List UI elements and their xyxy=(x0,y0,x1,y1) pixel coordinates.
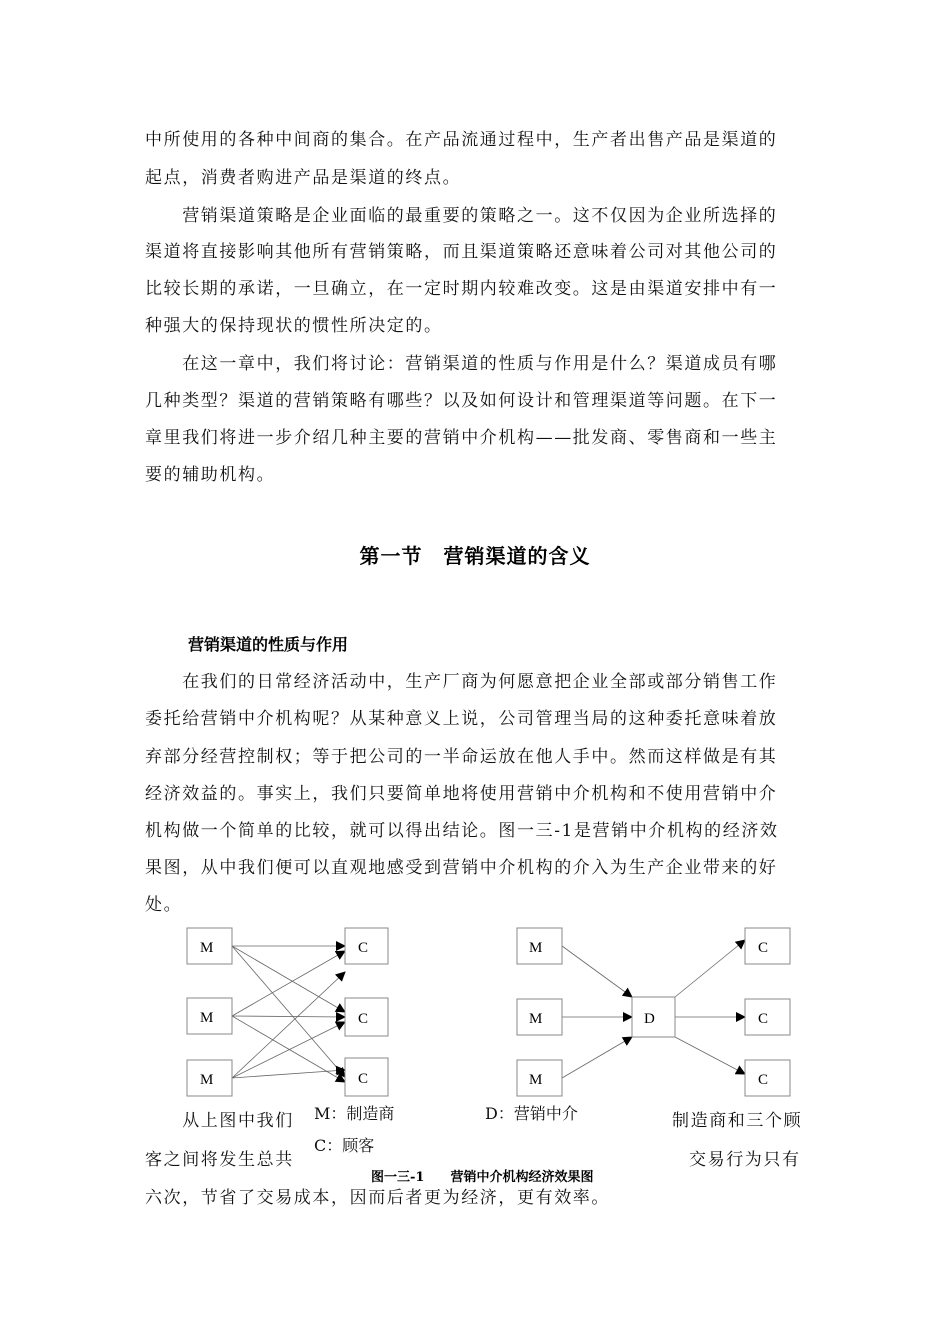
paragraph-line: 起点，消费者购进产品是渠道的终点。 xyxy=(145,168,462,188)
body-line: 果图，从中我们便可以直观地感受到营销中介机构的介入为生产企业带来的好 xyxy=(145,858,778,878)
subsection-heading: 营销渠道的性质与作用 xyxy=(188,635,349,654)
edge-m3-c3 xyxy=(232,1070,345,1078)
body-line: 机构做一个简单的比较，就可以得出结论。图一三-1是营销中介机构的经济效 xyxy=(145,821,779,841)
node-label: M xyxy=(200,1010,214,1026)
legend-customer: C：顾客 xyxy=(310,1133,378,1156)
edge-d-c1 xyxy=(675,940,745,997)
body-line: 客之间将发生总共 xyxy=(145,1150,294,1170)
node-label: M xyxy=(200,1072,214,1088)
edge-m2-c1 xyxy=(232,951,345,1016)
body-line: 从上图中我们 xyxy=(145,1111,294,1131)
direct-transaction-lines xyxy=(232,946,345,1082)
paragraph-line: 章里我们将进一步介绍几种主要的营销中介机构——批发商、零售商和一些主 xyxy=(145,428,778,448)
body-line: 制造商和三个顾 xyxy=(672,1111,803,1131)
section-heading: 第一节 营销渠道的含义 xyxy=(359,544,591,568)
edge-m3-c1 xyxy=(232,972,345,1078)
paragraph-line: 营销渠道策略是企业面临的最重要的策略之一。这不仅因为企业所选择的 xyxy=(145,206,778,226)
body-line: 弃部分经营控制权；等于把公司的一半命运放在他人手中。然而这样做是有其 xyxy=(145,747,778,767)
edge-m1-c2 xyxy=(232,946,345,1012)
edge-m2-c2 xyxy=(232,1016,345,1017)
node-label: C xyxy=(758,940,769,956)
edge-m1-c3 xyxy=(232,946,345,1077)
body-line: 委托给营销中介机构呢？从某种意义上说，公司管理当局的这种委托意味着放 xyxy=(145,709,778,729)
edge-m1-d xyxy=(562,946,632,997)
node-label: D xyxy=(644,1011,655,1027)
body-line: 在我们的日常经济活动中，生产厂商为何愿意把企业全部或部分销售工作 xyxy=(145,672,778,692)
node-label: C xyxy=(358,940,369,956)
body-line: 经济效益的。事实上，我们只要简单地将使用营销中介机构和不使用营销中介 xyxy=(145,784,778,804)
edge-m2-c3 xyxy=(232,1016,345,1082)
edge-d-c3 xyxy=(675,1037,745,1074)
body-line: 六次，节省了交易成本，因而后者更为经济，更有效率。 xyxy=(145,1188,610,1208)
node-label: C xyxy=(758,1072,769,1088)
node-label: M xyxy=(529,1011,543,1027)
node-label: C xyxy=(358,1071,369,1087)
body-line: 处。 xyxy=(145,895,183,915)
node-label: C xyxy=(358,1011,369,1027)
figure-caption: 图一三-1 营销中介机构经济效果图 xyxy=(371,1170,594,1185)
legend-distributor: D：营销中介 xyxy=(481,1101,582,1124)
paragraph-line: 中所使用的各种中间商的集合。在产品流通过程中，生产者出售产品是渠道的 xyxy=(145,130,778,150)
edge-m3-d xyxy=(562,1037,632,1078)
node-label: C xyxy=(758,1011,769,1027)
paragraph-line: 在这一章中，我们将讨论：营销渠道的性质与作用是什么？渠道成员有哪 xyxy=(145,354,778,374)
paragraph-line: 比较长期的承诺，一旦确立，在一定时期内较难改变。这是由渠道安排中有一 xyxy=(145,279,778,299)
node-label: M xyxy=(200,940,214,956)
paragraph-line: 种强大的保持现状的惯性所决定的。 xyxy=(145,316,443,336)
node-label: M xyxy=(529,1072,543,1088)
node-label: M xyxy=(529,940,543,956)
paragraph-line: 渠道将直接影响其他所有营销策略，而且渠道策略还意味着公司对其他公司的 xyxy=(145,242,778,262)
paragraph-line: 几种类型？渠道的营销策略有哪些？以及如何设计和管理渠道等问题。在下一 xyxy=(145,391,778,411)
legend-manufacturer: M：制造商 xyxy=(310,1101,398,1124)
paragraph-line: 要的辅助机构。 xyxy=(145,465,276,485)
edge-m3-c2 xyxy=(232,1022,345,1078)
body-line: 交易行为只有 xyxy=(689,1150,801,1170)
